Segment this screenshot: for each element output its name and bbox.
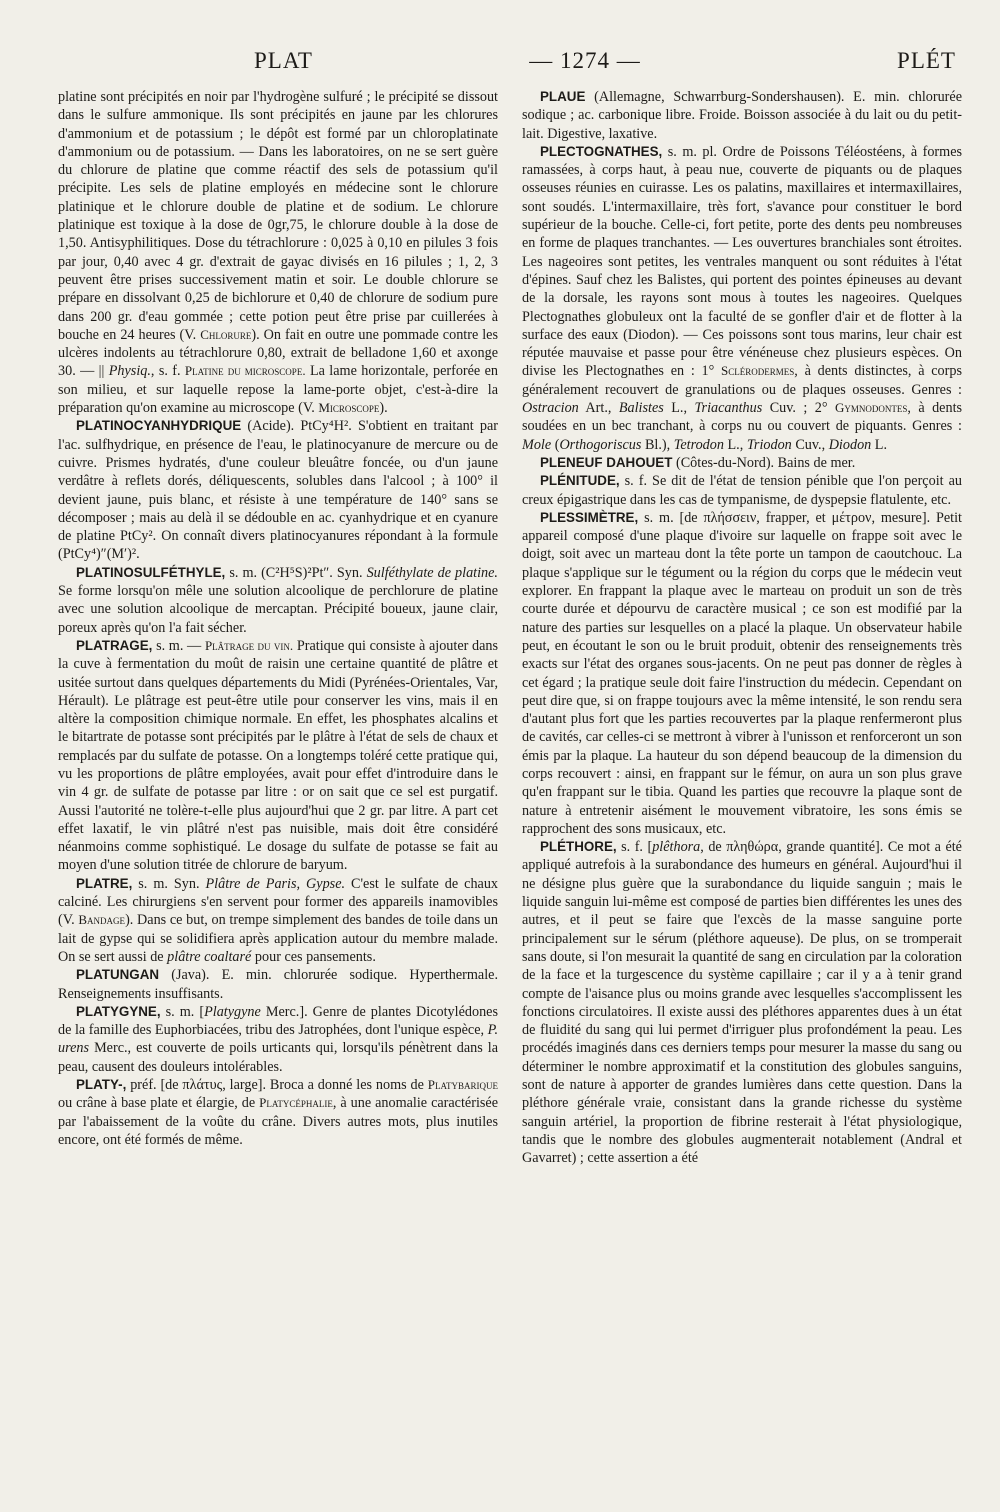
- entry-pleneuf-dahouet: PLENEUF DAHOUET (Côtes-du-Nord). Bains de mer.: [540, 454, 856, 471]
- entry-platine-continued: platine sont précipités en noir par l'hydrogène sulfuré ; le précipité se dissout dans le sulfure ammonique. Ils sont précipités en jaune par les chlorures d'ammonium et de potassium ; le dépôt est formé par un chloroplatinate d'ammonium ou de potassium. — Dans les laboratoires, on ne se sert guère du chlorure de platine que comme réactif des sels de potassium qu'il précipite. Les sels de platine employés en médecine sont le chlorure platinique et le chlorure double de platine et de sodium. Le chlorure platinique est toxique à la dose de 0gr,75, le chlorure double à la dose de 1,50. Antisyphilitiques. Dose du tétrachlorure : 0,025 à 0,10 en pilules 3 fois par jour, 0,40 avec 4 gr. d'extrait de gayac divisés en 16 pilules ; 1, 2, 3 peuvent être prises successivement matin et soir. Le double chlorure se prépare en dissolvant 0,25 de bichlorure et 0,40 de chlorure de sodium pure dans 200 gr. d'eau gommée ; cette potion peut être prise par cuillerées à bouche en 24 heures (V. Chlorure). On fait en outre une pommade contre les ulcères indolents au tétrachlorure 0,80, extrait de belladone 1,60 et axonge 30. — || Physiq., s. f. Platine du microscope. La lame horizontale, perforée en son milieu, et sur laquelle repose la lame-porte objet, c'est-à-dire la préparation qu'on examine au microscope (V. Microscope).: [58, 89, 499, 417]
- headword: PLESSIMÈTRE,: [540, 509, 639, 525]
- headword: PLATRE,: [76, 875, 133, 891]
- entry-platungan: PLATUNGAN (Java). E. min. chlorurée sodique. Hyperthermale. Renseignements insuffisants.: [58, 967, 498, 1002]
- headword: PLATINOCYANHYDRIQUE: [76, 418, 242, 434]
- running-head: [254, 48, 956, 88]
- headword: PLENEUF DAHOUET: [540, 454, 673, 470]
- entry-platygyne: PLATYGYNE, s. m. [Platygyne Merc.]. Genre de plantes Dicotylédones de la famille des Euphorbiacées, tribu des Jatrophées, dont l'unique espèce, P. urens Merc., est couverte de poils urticants qui, lorsqu'ils pénètrent dans la peau, causent des douleurs intolérables.: [58, 1003, 499, 1075]
- entry-platinosulfethyle: PLATINOSULFÉTHYLE, s. m. (C²H⁵S)²Pt″. Syn. Sulféthylate de platine. Se forme lorsqu'on mêle une solution alcoolique de perchlorure de platine avec une solution alcoolique de mercaptan. Précipité boueux, jaune clair, poreux après qu'on l'a fait sécher.: [58, 564, 498, 636]
- left-column: [58, 88, 498, 1168]
- headword: PLÉNITUDE,: [540, 473, 620, 489]
- headword: PLATUNGAN: [76, 967, 160, 983]
- entry-platinocyanhydrique: PLATINOCYANHYDRIQUE (Acide). PtCy⁴H². S'obtient en traitant par l'ac. sulfhydrique, en présence de l'eau, le platinocyanure de mercure ou de cuivre. Prismes hydratés, d'une couleur bleuâtre foncée, ou d'un jaune verdâtre à reflets dorés, déliquescents, solubles dans l'alcool ; à 100° il devient jaune, puis blanc, et résiste à une température de 140° sans se décomposer ; mais au delà il se dédouble en ac. cyanhydrique et en cyanure de platine PtCy². On connaît divers platinocyanures répondant à la formule (PtCy⁴)″(M′)².: [58, 418, 498, 563]
- headword: PLATYGYNE,: [76, 1003, 161, 1019]
- headword: PLATRAGE,: [76, 637, 153, 653]
- headword: PLECTOGNATHES,: [540, 143, 663, 159]
- headword: PLAUE: [540, 89, 586, 104]
- entry-platre: PLATRE, s. m. Syn. Plâtre de Paris, Gypse. C'est le sulfate de chaux calciné. Les chirurgiens s'en servent pour former des appareils inamovibles (V. Bandage). Dans ce but, on trempe simplement des bandes de toile dans un lait de gypse qui se solidifiera après application autour du membre malade. On se sert aussi de plâtre coaltaré pour ces pansements.: [58, 875, 499, 965]
- entry-platy: PLATY-, préf. [de πλάτυς, large]. Broca a donné les noms de Platybarique ou crâne à base plate et élargie, de Platycéphalie, à une anomalie caractérisée par l'abaissement de la voûte du crâne. Divers autres mots, plus inutiles encore, ont été formés de même.: [58, 1077, 498, 1148]
- entry-platrage: PLATRAGE, s. m. — Plâtrage du vin. Pratique qui consiste à ajouter dans la cuve à fermentation du moût de raisin une certaine quantité de plâtre et usitée surtout dans quelques départements du Midi (Pyrénées-Orientales, Var, Hérault). Le plâtrage est peut-être utile pour conserver les vins, mais il en altère la composition chimique normale. En effet, les phosphates alcalins et le bitartrate de potasse sont précipités par le plâtre à l'état de sels de chaux et remplacés par du sulfate de potasse. On a longtemps toléré cette pratique qui, vu les proportions de plâtre employées, avait pour effet d'introduire dans le vin 4 gr. de sulfate de potasse par litre : or on sait que ce sel est purgatif. Aussi l'autorité ne tolère-t-elle plus aujourd'hui que 2 gr. par litre. A part cet effet laxatif, le vin plâtré n'est pas nuisible, mais doit être considéré néanmoins comme sophistiqué. Le dosage du sulfate de potasse se fait au moyen d'une solution titrée de chlorure de baryum.: [58, 637, 499, 874]
- entry-plenitude: PLÉNITUDE, s. f. Se dit de l'état de tension pénible que l'on perçoit au creux épigastrique dans les cas de tympanisme, de dyspepsie flatulente, etc.: [522, 473, 962, 508]
- headword: PLÉTHORE,: [540, 839, 617, 855]
- entry-plethore: PLÉTHORE, s. f. [plêthora, de πληθώρα, grande quantité]. Ce mot a été appliqué autrefois à la surabondance des humeurs en général. Aujourd'hui il ne désigne plus guère que la surabondance du liquide sanguin ; mais le liquide sanguin lui-même est composé de parties bien différentes les unes des autres, et il peut se faire que l'excès de la masse sanguine porte principalement sur le sérum (pléthore aqueuse). De plus, on se tromperait sans doute, si l'on mesurait la quantité de sang en circulation par la coloration de la face et la turgescence du système capillaire ; car il y a à tenir grand compte de l'aisance plus ou moins grande avec lesquelles s'accomplissent les fonctions circulatoires. Il existe aussi des pléthores apparentes dues à un état de fluidité du sang qui lui permet d'irriguer plus profondément la peau. Les procédés imaginés dans ces derniers temps pour mesurer la masse du sang ou déterminer le nombre approximatif et la constitution des globules sanguins, sont de nature à apporter de grandes lumières dans cette question. Dans la pléthore générale vraie, consistant dans la grande richesse du système sanguin artériel, la proportion de fibrine resterait à l'état physiologique, tandis que le nombre des globules augmenterait notablement (Andral et Gavarret) ; cette assertion a été: [522, 839, 962, 1167]
- entry-plessimetre: PLESSIMÈTRE, s. m. [de πλήσσειν, frapper, et μέτρον, mesure]. Petit appareil composé d'une plaque d'ivoire sur laquelle on frappe soit avec le doigt, soit avec un marteau dont la tête porte un tampon de caoutchouc. La plaque s'applique sur le tégument ou la région du corps que le médecin veut explorer. En frappant la plaque avec le marteau on produit un son de très courte durée et dépourvu de caractère musical ; ce son est modifié par la nature des parties sur lesquelles on a placé la plaque. Un observateur habile peut, en écoutant le son ou le bruit produit, obtenir des renseignements très exacts sur l'état des organes sous-jacents. On ne peut pas donner de règles à cet égard ; la pratique seule doit faire l'instruction du médecin. Cependant on peut dire que, si on frappe toujours avec la même intensité, le son rendu sera d'autant plus fort que les parties recouvertes par la plaque renfermeront plus de cavités, car celles-ci se mettront à vibrer à l'unisson et renforceront un son émis par la plaque. La hauteur du son dépend beaucoup de la dimension du corps recouvert : ainsi, en frappant sur le fémur, on aura un son plus grave qu'en frappant sur le tibia. Quand les parties que recouvre la plaque sont de nature à entretenir aisément le mouvement vibratoire, les sons émis se rapprochent des sons musicaux, etc.: [522, 509, 962, 837]
- right-column: [522, 88, 962, 1168]
- entry-plaue: PLAUE (Allemagne, Schwarrburg-Sondershausen). E. min. chlorurée sodique ; ac. carbonique libre. Froide. Boisson associée à du lait ou du petit-lait. Digestive, laxative.: [522, 89, 962, 142]
- running-head-right: PLÉT: [897, 48, 956, 73]
- entry-plectognathes: PLECTOGNATHES, s. m. pl. Ordre de Poissons Téléostéens, à formes ramassées, à corps haut, à peau nue, couverte de piquants ou de plaques osseuses réunies en cuirasse. Les os palatins, maxillaires et intermaxillaires, sont soudés. L'intermaxillaire, très fort, s'avance pour constituer le bord supérieur de la bouche. Celle-ci, fort petite, porte des dents peu nombreuses en forme de plaques tranchantes. — Les ouvertures branchiales sont étroites. Les nageoires sont petites, les ventrales manquent ou sont réduites à l'état d'épines. Sauf chez les Balistes, qui portent des pointes épineuses au devant de la dorsale, les rayons sont mous à toutes les nageoires. Quelques Plectognathes globuleux ont la faculté de se gonfler d'air et de flotter à la surface des eaux (Diodon). — Ces poissons sont tous marins, leur chair est réputée mauvaise et passe pour être vénéneuse chez plusieurs espèces. On divise les Plectognathes en : 1° Sclérodermes, à dents distinctes, à corps généralement recouvert de granulations ou de plaques osseuses. Genres : Ostracion Art., Balistes L., Triacanthus Cuv. ; 2° Gymnodontes, à dents soudées en un bec tranchant, à corps nu ou couvert de piquants. Genres : Mole (Orthogoriscus Bl.), Tetrodon L., Triodon Cuv., Diodon L.: [522, 143, 963, 453]
- headword: PLATINOSULFÉTHYLE,: [76, 564, 226, 580]
- page-number: — 1274 —: [529, 48, 641, 73]
- headword: PLATY-,: [76, 1077, 127, 1093]
- text-columns: [58, 88, 962, 1168]
- running-head-left: PLAT: [254, 48, 313, 73]
